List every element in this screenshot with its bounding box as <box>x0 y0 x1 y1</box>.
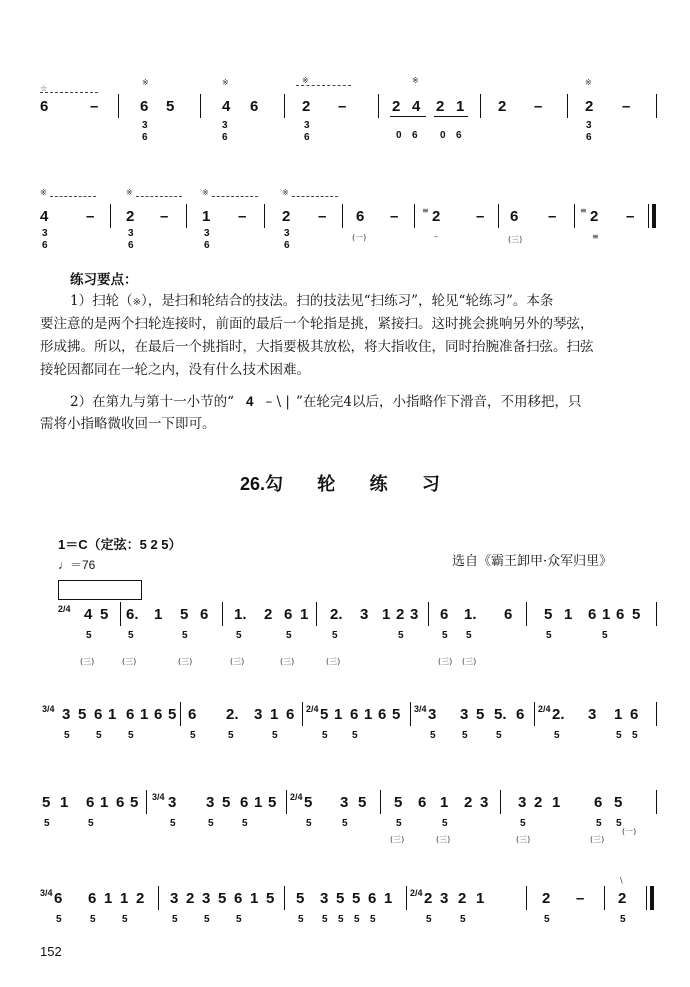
score-bottom-row-1: 2/4 4 5 6. 1 5 6 1. 2 6 1 2. 3 1 2 3 6 1. 6 5 1 6 1 6 5 5 5 5 5 5 5 5 5 5 5 5 (三) (三) (三) (三) (三) (三) (三) (三) <box>40 598 660 678</box>
score-top-row-2: ※ ※ ※ ※ 4 – 2 – 1 – 2 – 6 – ≡ 2 – 6 – ≡ 2 – 3 6 3 6 3 6 3 6 (一) – (三) ≡ <box>40 188 660 268</box>
key-signature: 1＝C（定弦：5 2 5） <box>58 537 182 552</box>
notes-p1-line3: 形成拂。所以，在最后一个挑指时，大指要极其放松，将大指收住，同时抬腕准备扫弦。扫弦 <box>40 339 594 355</box>
score-bottom-row-4: 3/4 6 6 1 1 2 3 2 3 5 6 1 5 5 3 5 5 6 1 2/4 2 3 2 1 2 – \ 2 5 5 5 5 5 5 5 5 5 5 5 5 5 5 5 <box>40 882 660 962</box>
p1-line1-start: 1）扫轮（ <box>70 293 133 309</box>
notes-heading: 练习要点： <box>70 272 138 288</box>
score-top-row-1: ☆ ※ ※ ※ ※ ※ 6 – 6 5 4 6 2 – 2 4 2 1 2 – 2 – 3 6 3 6 3 6 0 6 0 6 3 6 <box>40 80 660 160</box>
p2-inline-dash: – \ | <box>265 394 290 410</box>
source-caption: 选自《霸王卸甲·众军归里》 <box>452 554 613 569</box>
section-title-text: 勾 轮 练 习 <box>265 474 454 495</box>
p2-line1-start: 2）在第九与第十一小节的“ <box>70 394 234 410</box>
bracket-box <box>58 580 142 600</box>
notes-p1-line2: 要注意的是两个扫轮连接时，前面的最后一个轮指是挑，紧接扫。这时挑会挑响另外的琴弦， <box>40 316 594 332</box>
section-title <box>240 470 454 496</box>
score-bottom-row-2: 3/4 3 5 6 1 6 1 6 5 6 2. 3 1 6 2/4 5 1 6 1 6 5 3/4 3 3 5 5. 6 2/4 2. 3 1 6 5 5 5 5 5 5 5 5 5 5 5 5 5 5 <box>40 698 660 778</box>
p2-inline-note: 4 <box>246 394 254 409</box>
score-bottom-row-3: 5 1 6 1 6 5 3/4 3 3 5 6 1 5 2/4 5 3 5 5 6 1 2 3 3 2 1 6 5 5 5 5 5 5 5 5 5 5 5 5 5 (三) (三) (三) (三) (一) <box>40 786 660 866</box>
tempo-marking: ♩＝76 <box>58 558 96 572</box>
notes-p1-line4: 接轮因都同在一轮之内，没有什么技术困难。 <box>40 362 310 378</box>
sweep-roll-symbol-icon: ※ <box>132 297 141 308</box>
notes-paragraph-1 <box>70 290 660 314</box>
section-number: 26. <box>240 474 266 494</box>
p2-line1-end: ”在轮完4以后，小指略作下滑音，不用移把，只 <box>295 394 582 410</box>
p1-line1-end: ），是扫和轮结合的技法。扫的技法见“扫练习”，轮见“轮练习”。本条 <box>140 293 554 309</box>
notes-p2-line2: 需将小指略微收回一下即可。 <box>40 416 216 432</box>
page-number: 152 <box>40 944 62 959</box>
notes-paragraph-2 <box>70 390 670 414</box>
